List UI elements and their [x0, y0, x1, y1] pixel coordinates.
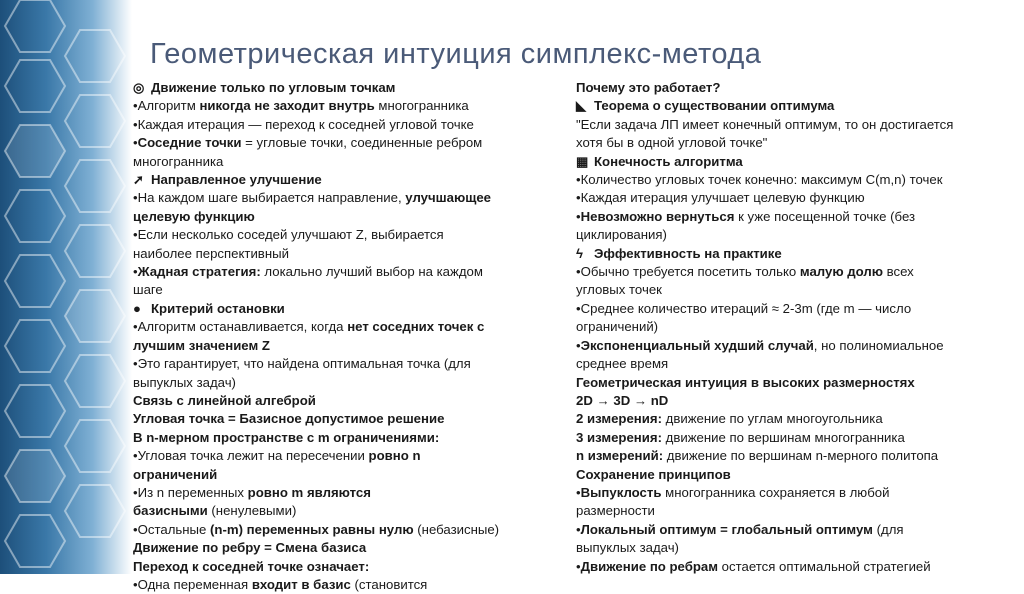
section-heading-principles: Сохранение принципов: [576, 466, 731, 482]
bullet: •Количество угловых точек конечно: максимум C(m,n) точек: [576, 172, 943, 188]
bullet: •Алгоритм останавливается, когда нет соседних точек с: [133, 319, 485, 335]
bullet-continuation: циклирования): [576, 227, 667, 243]
hexagon-decoration: [0, 0, 132, 574]
bullet: •Угловая точка лежит на пересечении ровно n: [133, 448, 421, 464]
target-icon: ◎: [133, 80, 145, 95]
bullet-continuation: выпуклых задач): [576, 540, 679, 556]
bullet: •Алгоритм никогда не заходит внутрь многогранника: [133, 98, 469, 114]
bullet: •Одна переменная входит в базис (становится: [133, 576, 428, 592]
section-heading-why: Почему это работает?: [576, 80, 721, 95]
dimension-line: n измерений: движение по вершинам n-мерного политопа: [576, 448, 939, 464]
stop-icon: ●: [133, 300, 141, 316]
bullet: •Локальный оптимум = глобальный оптимум (для: [576, 521, 904, 537]
bullet-continuation: выпуклых задач): [133, 374, 236, 390]
ruler-triangle-icon: ◣: [576, 98, 587, 114]
bullet-continuation: целевую функцию: [133, 208, 255, 224]
quote-line: "Если задача ЛП имеет конечный оптимум, то он достигается: [576, 116, 954, 132]
bullet: •Экспоненциальный худший случай, но полиномиальное: [576, 337, 944, 353]
slide-title: Геометрическая интуиция симплекс-метода: [150, 38, 762, 70]
bullet-continuation: лучшим значением Z: [133, 337, 270, 353]
section-heading-finite: ▦ Конечность алгоритма: [576, 153, 1016, 171]
bullet: •Каждая итерация улучшает целевую функцию: [576, 190, 865, 206]
bullet: •Остальные (n-m) переменных равны нулю (небазисные): [133, 521, 500, 537]
bullet: •Движение по ребрам остается оптимальной стратегией: [576, 558, 931, 574]
subheading: Угловая точка = Базисное допустимое решение: [133, 411, 445, 427]
bullet-continuation: шаге: [133, 282, 163, 298]
section-heading-algebra: Связь с линейной алгеброй: [133, 392, 316, 408]
subheading: В n-мерном пространстве с m ограничениями:: [133, 429, 440, 445]
dimension-line: 3 измерения: движение по вершинам многогранника: [576, 429, 905, 445]
bullet: •Обычно требуется посетить только малую долю всех: [576, 264, 914, 280]
left-column: [133, 79, 565, 594]
section-heading-theorem: ◣ Теорема о существовании оптимума: [576, 97, 1016, 115]
bullet: •Если несколько соседей улучшают Z, выбирается: [133, 227, 444, 243]
bullet: •На каждом шаге выбирается направление, улучшающее: [133, 190, 492, 206]
subheading: 2D → 3D → nD: [576, 392, 669, 408]
cube-icon: ▦: [576, 153, 589, 169]
bullet: •Каждая итерация — переход к соседней угловой точке: [133, 116, 474, 132]
subheading: Движение по ребру = Смена базиса: [133, 540, 367, 556]
lightning-icon: ϟ: [576, 245, 583, 261]
bullet-continuation: среднее время: [576, 356, 669, 372]
bullet: •Соседние точки = угловые точки, соединенные ребром: [133, 135, 483, 151]
bullet-continuation: наиболее перспективный: [133, 245, 289, 261]
bullet: •Это гарантирует, что найдена оптимальная точка (для: [133, 356, 471, 372]
bullet: •Жадная стратегия: локально лучший выбор на каждом: [133, 264, 483, 280]
bullet: •Среднее количество итераций ≈ 2-3m (где m — число: [576, 300, 912, 316]
section-heading-highdim: Геометрическая интуиция в высоких размерностях: [576, 374, 915, 390]
subheading: Переход к соседней точке означает:: [133, 558, 370, 574]
right-column: [576, 79, 1016, 576]
bullet-continuation: базисными (ненулевыми): [133, 503, 297, 519]
section-heading-movement: ◎ Движение только по угловым точкам: [133, 79, 565, 97]
bullet: •Из n переменных ровно m являются: [133, 484, 371, 500]
section-heading-stop: ● Критерий остановки: [133, 300, 565, 318]
bullet-continuation: многогранника: [133, 153, 224, 169]
section-heading-efficiency: ϟ Эффективность на практике: [576, 245, 1016, 263]
rocket-icon: ➚: [133, 172, 145, 188]
bullet-continuation: угловых точек: [576, 282, 662, 298]
dimension-line: 2 измерения: движение по углам многоугольника: [576, 411, 883, 427]
bullet: •Невозможно вернуться к уже посещенной точке (без: [576, 208, 916, 224]
bullet-continuation: ограничений: [133, 466, 218, 482]
section-heading-direction: ➚ Направленное улучшение: [133, 171, 565, 189]
bullet: •Выпуклость многогранника сохраняется в любой: [576, 484, 890, 500]
bullet-continuation: ограничений): [576, 319, 659, 335]
bullet-continuation: размерности: [576, 503, 655, 519]
quote-line: хотя бы в одной угловой точке": [576, 135, 768, 151]
